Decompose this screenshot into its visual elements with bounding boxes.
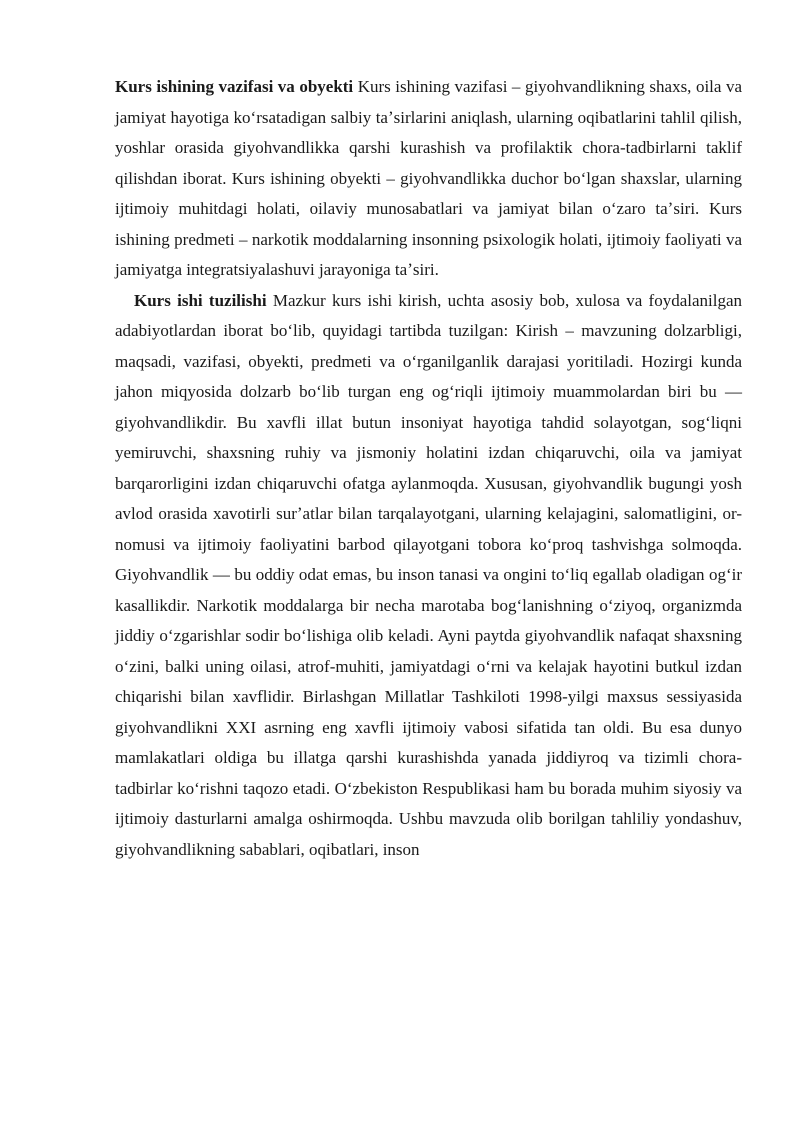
paragraph-body: Kurs ishining vazifasi – giyohvandlikning shaxs, oila va jamiyat hayotiga koʻrsatadigan salbiy taʼsirlarini aniqlash, ularning oqibatlarini tahlil qilish, yoshlar orasida giyohvandlikka qarshi kurashish va profilaktik chora-tadbirlarni taklif qilishdan iborat. Kurs ishining obyekti – giyohvandlikka duchor boʻlgan shaxslar, ularning ijtimoiy muhitdagi holati, oilaviy munosabatlari va jamiyat bilan oʻzaro taʼsiri. Kurs ishining predmeti – narkotik moddalarning insonning psixologik holati, ijtimoiy faoliyati va jamiyatga integratsiyalashuvi jarayoniga taʼsiri. <box>115 77 742 279</box>
paragraph-task-and-object <box>115 72 742 286</box>
paragraph-heading: Kurs ishining vazifasi va obyekti <box>115 77 354 96</box>
paragraph-heading: Kurs ishi tuzilishi <box>134 290 267 310</box>
document-page <box>115 72 742 865</box>
paragraph-body: Mazkur kurs ishi kirish, uchta asosiy bob, xulosa va foydalanilgan adabiyotlardan iborat boʻlib, quyidagi tartibda tuzilgan: Kirish – mavzuning dolzarbligi, maqsadi, vazifasi, obyekti, predmeti va oʻrganilganlik darajasi yoritiladi. Hozirgi kunda jahon miqyosida dolzarb boʻlib turgan eng ogʻriqli ijtimoiy muammolardan biri bu — giyohvandlikdir. Bu xavfli illat butun insoniyat hayotiga tahdid solayotgan, sogʻliqni yemiruvchi, shaxsning ruhiy va jismoniy holatini izdan chiqaruvchi, oila va jamiyat barqarorligini izdan chiqaruvchi ofatga aylanmoqda. Xususan, giyohvandlik bugungi yosh avlod orasida xavotirli surʼatlar bilan tarqalayotgani, ularning kelajagini, salomatligini, or-nomusi va ijtimoiy faoliyatini barbod qilayotgani tobora koʻproq tashvishga solmoqda. Giyohvandlik — bu oddiy odat emas, bu inson tanasi va ongini toʻliq egallab oladigan ogʻir kasallikdir. Narkotik moddalarga bir necha marotaba bogʻlanishning oʻziyoq, organizmda jiddiy oʻzgarishlar sodir boʻlishiga olib keladi. Ayni paytda giyohvandlik nafaqat shaxsning oʻzini, balki uning oilasi, atrof-muhiti, jamiyatdagi oʻrni va kelajak hayotini butkul izdan chiqarishi bilan xavflidir. Birlashgan Millatlar Tashkiloti 1998-yilgi maxsus sessiyasida giyohvandlikni XXI asrning eng xavfli ijtimoiy vabosi sifatida tan oldi. Bu esa dunyo mamlakatlari oldiga bu illatga qarshi kurashishda yanada jiddiyroq va tizimli chora-tadbirlar koʻrishni taqozo etadi. Oʻzbekiston Respublikasi ham bu borada muhim siyosiy va ijtimoiy dasturlarni amalga oshirmoqda. Ushbu mavzuda olib borilgan tahliliy yondashuv, giyohvandlikning sabablari, oqibatlari, inson <box>115 290 742 859</box>
paragraph-structure <box>115 286 742 866</box>
